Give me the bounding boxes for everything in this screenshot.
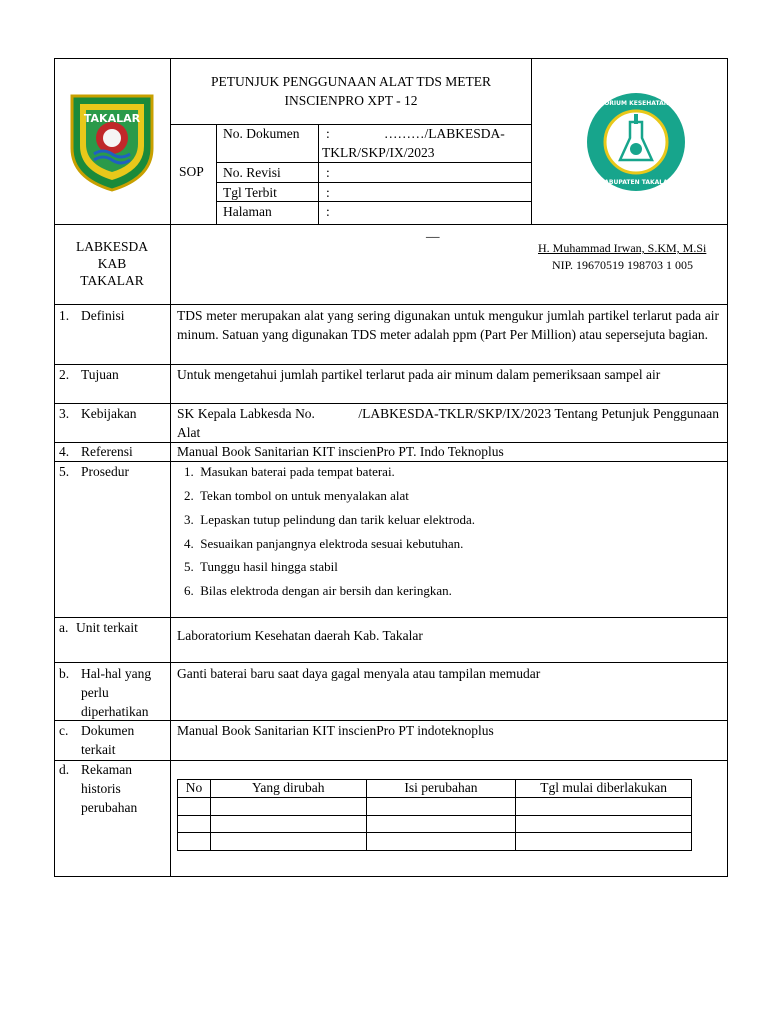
prosedur-step: 2. Tekan tombol on untuk menyalakan alat [184, 488, 409, 503]
labkesda-logo [573, 92, 699, 192]
table-header-cell: Yang dirubah [210, 780, 366, 798]
section-label-dokumen: Dokumen [81, 723, 135, 738]
prosedur-step: 1. Masukan baterai pada tempat baterai. [184, 464, 395, 479]
svg-text:LABORATORIUM KESEHATAN DAERAH: LABORATORIUM KESEHATAN DAERAH [573, 100, 699, 107]
field-value-no-dokumen-cont: TKLR/SKP/IX/2023 [322, 145, 435, 160]
field-label-tgl-terbit: Tgl Terbit [223, 185, 277, 200]
section-num: 4. [59, 444, 70, 459]
org-line3: TAKALAR [80, 273, 144, 288]
column-divider [170, 58, 171, 877]
field-label-halaman: Halaman [223, 204, 272, 219]
row-line [54, 617, 728, 618]
signature-dash: __ [426, 224, 440, 239]
prosedur-step: 5. Tunggu hasil hingga stabil [184, 559, 338, 574]
row-line [54, 662, 728, 663]
table-row [178, 833, 692, 851]
section-text-referensi: Manual Book Sanitarian KIT inscienPro PT. Indo Teknoplus [177, 444, 504, 459]
section-num: d. [59, 762, 70, 777]
section-label-dokumen: terkait [81, 742, 116, 757]
section-text-tujuan: Untuk mengetahui jumlah partikel terlarut pada air minum dalam pemeriksaan sampel air [177, 367, 661, 382]
section-label-rekaman: Rekaman [81, 762, 132, 777]
section-text-hal: Ganti baterai baru saat daya gagal menyala atau tampilan memudar [177, 666, 541, 681]
row-line [54, 304, 728, 305]
section-num: b. [59, 666, 70, 681]
signer-nip: NIP. 19670519 198703 1 005 [552, 258, 694, 272]
section-label-rekaman: perubahan [81, 800, 138, 815]
org-line2: KAB [97, 256, 127, 271]
section-num: 3. [59, 406, 70, 421]
field-colon: : [326, 126, 330, 141]
section-text-unit: Laboratorium Kesehatan daerah Kab. Takalar [177, 628, 423, 643]
border-left [54, 58, 55, 877]
table-row [178, 815, 692, 833]
row-line [54, 760, 728, 761]
table-header-row [178, 780, 692, 798]
field-colon: : [326, 165, 330, 180]
table-header-cell: Tgl mulai diberlakukan [516, 780, 692, 798]
history-table [177, 779, 692, 851]
table-row [178, 797, 692, 815]
doc-title-line1: PETUNJUK PENGGUNAAN ALAT TDS METER [210, 74, 491, 89]
section-label-rekaman: historis [81, 781, 121, 796]
border-top [54, 58, 728, 59]
border-right [727, 58, 728, 877]
signer-name: H. Muhammad Irwan, S.KM, M.Si [538, 241, 707, 255]
field-colon: : [326, 185, 330, 200]
prosedur-step: 4. Sesuaikan panjangnya elektroda sesuai kebutuhan. [184, 536, 464, 551]
section-num: 5. [59, 464, 70, 479]
field-value-no-dokumen: ………/LABKESDA- [384, 126, 505, 141]
prosedur-step: 6. Bilas elektroda dengan air bersih dan keringkan. [184, 583, 452, 598]
field-colon: : [326, 204, 330, 219]
header-bottom [54, 224, 728, 225]
section-label-definisi: Definisi [81, 308, 125, 323]
svg-text:TAKALAR: TAKALAR [83, 112, 141, 125]
section-num: 1. [59, 308, 70, 323]
takalar-logo [66, 88, 158, 192]
field-label-no-revisi: No. Revisi [223, 165, 281, 180]
section-label-unit: Unit terkait [76, 620, 138, 635]
field-label-no-dokumen: No. Dokumen [223, 126, 300, 141]
section-text-dokumen: Manual Book Sanitarian KIT inscienPro PT indoteknoplus [177, 723, 494, 738]
table-header-cell: No [178, 780, 211, 798]
section-label-tujuan: Tujuan [81, 367, 119, 382]
section-label-hal: diperhatikan [81, 704, 149, 719]
header-right-divider [531, 58, 532, 224]
doc-title-line2: INSCIENPRO XPT - 12 [284, 93, 418, 108]
section-num: a. [59, 620, 69, 635]
org-line1: LABKESDA [75, 239, 148, 254]
section-text-kebijakan: SK Kepala Labkesda No. /LABKESDA-TKLR/SKP/IX/2023 Tentang Petunjuk Penggunaan Alat [177, 406, 722, 440]
section-label-kebijakan: Kebijakan [81, 406, 137, 421]
section-label-prosedur: Prosedur [81, 464, 129, 479]
section-label-referensi: Referensi [81, 444, 133, 459]
prosedur-step: 3. Lepaskan tutup pelindung dan tarik keluar elektroda. [184, 512, 475, 527]
sop-divider [216, 124, 217, 224]
border-bottom [54, 876, 728, 877]
table-header-cell: Isi perubahan [366, 780, 516, 798]
sop-label: SOP [179, 164, 204, 179]
field-label-divider [318, 124, 319, 224]
section-num: c. [59, 723, 69, 738]
section-label-hal: perlu [81, 685, 109, 700]
section-text-definisi: TDS meter merupakan alat yang sering digunakan untuk mengukur jumlah partikel terlarut pada air minum. Satuan yang digunakan TDS meter adalah ppm (Part Per Million) atau sepersejuta bagian. [177, 308, 719, 342]
svg-text:KABUPATEN TAKALAR: KABUPATEN TAKALAR [599, 179, 673, 186]
section-num: 2. [59, 367, 70, 382]
section-label-hal: Hal-hal yang [81, 666, 152, 681]
